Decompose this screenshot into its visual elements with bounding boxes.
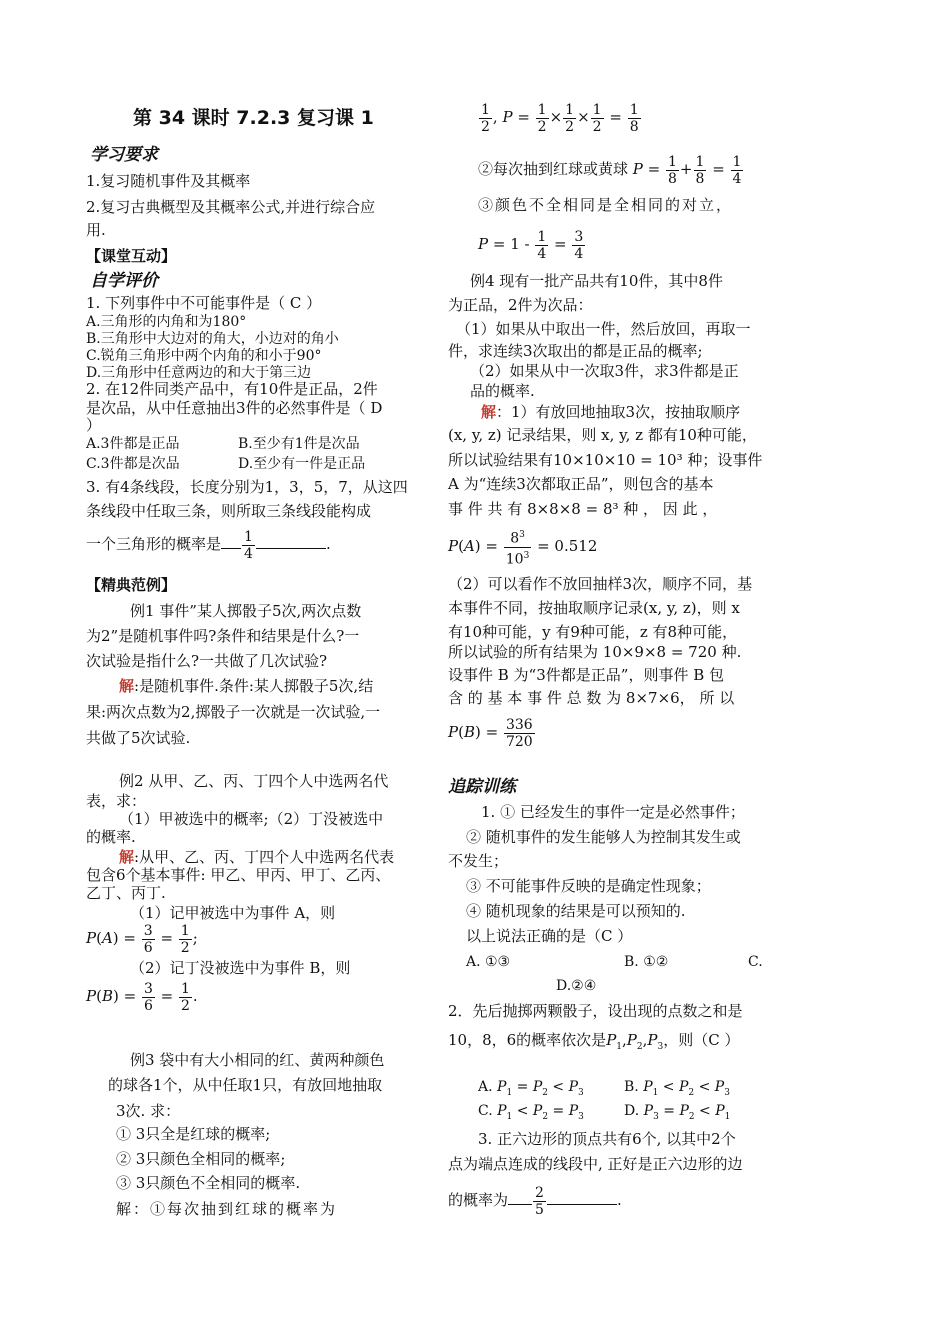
training-2-option-d: D. $P_3 = P_2 < P_1$ [624, 1103, 731, 1122]
example-1: 例1 事件”某人掷骰子5次,两次点数 [130, 602, 362, 620]
example-1-cont2: 次试验是指什么?一共做了几次试验? [86, 652, 328, 670]
q1-option-d: D.三角形中任意两边的和大于第三边 [86, 365, 312, 381]
example-1-solution-cont2: 共做了5次试验. [86, 729, 191, 747]
q2-option-a: A.3件都是正品 [86, 436, 180, 452]
question-2-paren: ） [86, 416, 102, 434]
q2-option-c: C.3件都是次品 [86, 456, 180, 472]
section-heading-classroom: 【课堂互动】 [86, 247, 177, 265]
training-3: 3. 正六边形的顶点共有6个, 以其中2个 [478, 1130, 736, 1148]
example-2-solution-cont: 包含6个基本事件: 甲乙、甲丙、甲丁、乙丙、 [86, 866, 391, 884]
section-heading-self-eval: 自学评价 [90, 271, 158, 291]
training-2-cont: 10，8，6的概率依次是$P_1,P_2,P_3$，则（C ） [448, 1031, 740, 1052]
training-3-answer-line: 的概率为 $\frac{2}{5}$ . [448, 1184, 622, 1218]
example-2-parts: （1）甲被选中的概率;（2）丁没被选中 [119, 810, 384, 828]
example-3-cont: 的球各1个，从中任取1只，有放回地抽取 [108, 1076, 383, 1094]
example-2-parts-cont: 的概率. [86, 828, 136, 846]
q1-option-c: C.锐角三角形中两个内角的和小于90° [86, 348, 322, 364]
example-3-item-3: ③ 3只颜色不全相同的概率. [116, 1174, 301, 1192]
q3-answer-lead: 一个三角形的概率是 [86, 535, 222, 553]
page-title: 第 34 课时 7.2.3 复习课 1 [133, 107, 374, 129]
section-heading-tracking: 追踪训练 [448, 777, 516, 797]
training-2-option-a: A. $P_1 = P_2 < P_3$ [478, 1079, 584, 1098]
training-1-question: 以上说法正确的是（C ） [466, 927, 633, 945]
example-2-part1: （1）记甲被选中为事件 A，则 [130, 904, 336, 922]
training-2-option-c: C. $P_1 < P_2 = P_3$ [478, 1103, 584, 1122]
example-4-solution-8: 本事件不同，按抽取顺序记录(x, y, z)，则 x [448, 599, 740, 617]
example-4-solution-5: 事 件 共 有 8×8×8 = 8³ 种 ， 因 此 ， [448, 500, 718, 518]
section-heading-requirements: 学习要求 [90, 145, 158, 165]
example-4-part2: （2）如果从中一次取3件，求3件都是正 [470, 362, 739, 380]
example-2-part2: （2）记丁没被选中为事件 B，则 [130, 959, 351, 977]
example-1-solution: 解:是随机事件.条件:某人掷骰子5次,结 [119, 677, 374, 695]
question-2-cont: 是次品，从中任意抽出3件的必然事件是（ D [86, 399, 383, 417]
example-2: 例2 从甲、乙、丙、丁四个人中选两名代 [119, 772, 389, 790]
training-1-option-a: A. ①③ [466, 954, 511, 970]
question-3: 3. 有4条线段，长度分别为1，3，5，7，从这四 [86, 478, 408, 496]
example-4-solution-10: 所以试验的所有结果为 10×9×8 = 720 种. [448, 643, 742, 661]
example-4-solution-4: A 为“连续3次都取正品”，则包含的基本 [448, 475, 714, 493]
question-3-cont: 条线段中任取三条，则所取三条线段能构成 [86, 502, 372, 520]
example-3-formula-3: P = 1 - $\frac{1}{4}$ = $\frac{3}{4}$ [478, 228, 584, 262]
training-1-item-2-cont: 不发生； [448, 852, 509, 870]
training-3-cont: 点为端点连成的线段中, 正好是正六边形的边 [448, 1155, 743, 1173]
example-4-solution-9: 有10种可能，y 有9种可能，z 有8种可能， [448, 623, 738, 641]
example-2-formula-a: P(A) = $\frac{3}{6}$ = $\frac{1}{2}$ ; [86, 922, 198, 956]
example-4-solution-12: 含 的 基 本 事 件 总 数 为 8×7×6， 所 以 [448, 689, 735, 707]
example-2-formula-b: P(B) = $\frac{3}{6}$ = $\frac{1}{2}$ . [86, 980, 198, 1014]
example-4-cont: 为正品，2件为次品： [448, 296, 593, 314]
example-3-solution: 解：①每次抽到红球的概率为 [116, 1200, 338, 1218]
example-2-solution: 解:从甲、乙、丙、丁四个人中选两名代表 [119, 848, 395, 866]
example-4-part2-cont: 品的概率. [470, 382, 535, 400]
example-3-formula-1: $\frac{1}{2}$ , P = $\frac{1}{2}$ × $\frac{1}{2}$ × $\frac{1}{2}$ = $\frac{1}{8}$ [481, 101, 639, 135]
example-3-solution-3: ③颜色不全相同是全相同的对立， [478, 196, 734, 214]
q2-option-d: D.至少有一件是正品 [238, 456, 366, 472]
example-4: 例4 现有一批产品共有10件，其中8件 [470, 272, 723, 290]
example-1-cont: 为2”是随机事件吗?条件和结果是什么?一 [86, 627, 360, 645]
example-1-solution-cont: 果:两次点数为2,掷骰子一次就是一次试验,一 [86, 703, 381, 721]
training-1-option-b: B. ①② [624, 954, 669, 970]
example-4-formula-a: P(A) = $\frac{8^3}{10^3}$ = 0.512 [448, 524, 597, 568]
training-2: 2．先后抛掷两颗骰子，设出现的点数之和是 [448, 1002, 743, 1020]
example-3: 例3 袋中有大小相同的红、黄两种颜色 [130, 1051, 385, 1069]
example-3-item-2: ② 3只颜色全相同的概率; [116, 1150, 286, 1168]
solution-label: 解 [119, 677, 135, 695]
q2-option-b: B.至少有1件是次品 [238, 436, 360, 452]
training-1: 1. ① 已经发生的事件一定是必然事件； [481, 803, 745, 821]
example-3-formula-2: ②每次抽到红球或黄球 P = $\frac{1}{8}$ + $\frac{1}{8}$ = $\frac{1}{4}$ [478, 153, 742, 187]
example-4-formula-b: P(B) = $\frac{336}{720}$ [448, 716, 533, 750]
example-4-part1-cont: 件，求连续3次取出的都是正品的概率; [448, 342, 703, 360]
example-4-solution: 解：1）有放回地抽取3次，按抽取顺序 [481, 403, 741, 421]
t3-answer-fraction: $\frac{2}{5}$ [535, 1184, 544, 1218]
training-1-item-3: ③ 不可能事件反映的是确定性现象； [466, 877, 711, 895]
q1-option-b: B.三角形中大边对的角大，小边对的角小 [86, 331, 339, 347]
example-2-solution-cont2: 乙丁、丙丁. [86, 884, 166, 902]
example-4-solution-2: (x, y, z) 记录结果，则 x, y, z 都有10种可能， [448, 426, 757, 444]
requirement-2-cont: 用. [86, 221, 106, 239]
q3-answer-fraction: $\frac{1}{4}$ [244, 528, 253, 562]
q1-option-a: A.三角形的内角和为180° [86, 314, 247, 330]
question-1: 1. 下列事件中不可能事件是（ C ） [86, 294, 322, 312]
example-4-solution-7: （2）可以看作不放回抽样3次，顺序不同，基 [448, 575, 753, 593]
training-1-item-2: ② 随机事件的发生能够人为控制其发生或 [466, 828, 741, 846]
training-1-item-4: ④ 随机现象的结果是可以预知的. [466, 902, 686, 920]
requirement-2: 2.复习古典概型及其概率公式,并进行综合应 [86, 198, 376, 216]
example-4-solution-11: 设事件 B 为“3件都是正品”，则事件 B 包 [448, 666, 725, 684]
section-heading-examples: 【精典范例】 [86, 576, 177, 594]
example-3-item-1: ① 3只全是红球的概率; [116, 1125, 271, 1143]
requirement-1: 1.复习随机事件及其概率 [86, 172, 251, 190]
example-2-cont: 表，求： [86, 792, 147, 810]
training-2-option-b: B. $P_1 < P_2 < P_3$ [624, 1079, 730, 1098]
training-1-option-d: D.②④ [556, 978, 597, 994]
training-1-option-c: C. [748, 954, 763, 970]
question-3-answer-line: 一个三角形的概率是 $\frac{1}{4}$ . [86, 528, 331, 562]
example-3-cont2: 3次. 求： [116, 1102, 181, 1120]
example-4-solution-3: 所以试验结果有10×10×10 = 10³ 种；设事件 [448, 451, 763, 469]
example-4-part1: （1）如果从中取出一件，然后放回，再取一 [456, 320, 751, 338]
question-2: 2. 在12件同类产品中，有10件是正品，2件 [86, 380, 378, 398]
